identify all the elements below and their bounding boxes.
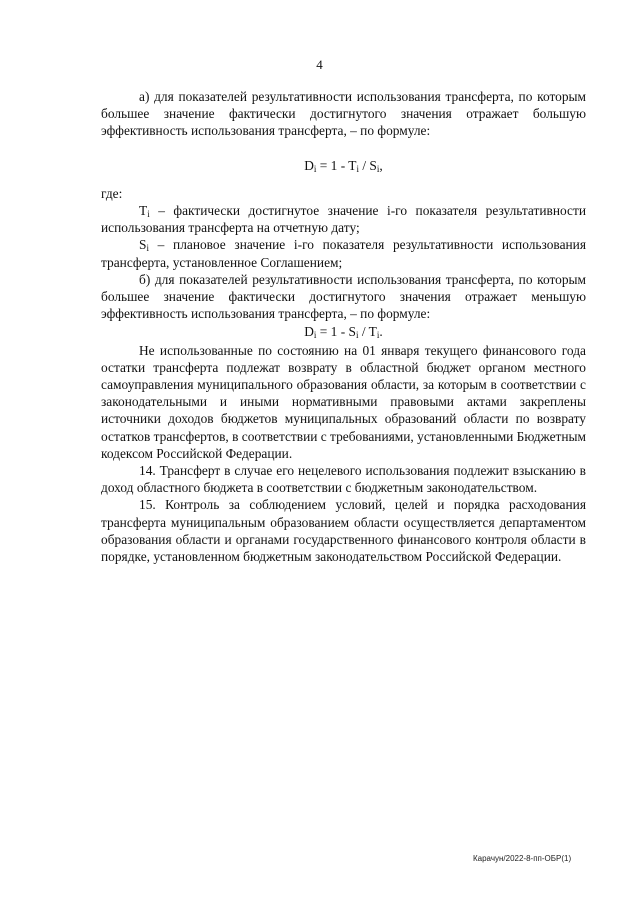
formula-2-eq: = 1 - S [316,324,356,340]
formula-1-sub-1: i [313,163,317,174]
formula-1-sub-2: i [356,163,359,174]
definition-s-symbol: S [139,237,147,253]
formula-2-d: D [304,324,314,340]
formula-1-sub-3: i [376,163,380,174]
formula-2-sub-1: i [313,330,317,341]
definition-s-text: – плановое значение i-го показателя результативности использования трансферта, установленное Соглашением; [101,237,586,270]
paragraph-remaining-funds: Не использованные по состоянию на 01 января текущего финансового года остатки трансферта подлежат возврату в областной бюджет органом местного самоуправления муниципального образования области, за которым в соответствии с законодательными и иными нормативными правовыми актами закреплены источники доходов бюджетов муниципальных образований области по возврату остатков трансфертов, в соответствии с требованиями, установленными Бюджетным кодексом Российской Федерации. [101,342,587,461]
formula-2-tail: . [379,324,383,340]
paragraph-a: а) для показателей результативности использования трансферта, по которым большее значение фактически достигнутого значения отражает большую эффективность использования трансферта, – по формуле: [101,89,586,139]
formula-1-d: D [304,157,314,173]
formula-2-slash: / T [358,324,377,340]
formula-1-tail: , [379,157,383,173]
footer-code: Карачун/2022-8-пп-ОБР(1) [473,854,572,863]
definition-t-symbol: T [139,203,148,219]
definition-s [101,236,586,270]
formula-1 [101,157,586,174]
formula-2 [101,323,586,340]
formula-2-sub-3: i [376,330,380,341]
definition-t-sub: i [147,209,150,220]
document-body [101,88,586,565]
definition-s-sub: i [146,243,149,254]
definition-t-text: – фактически достигнутое значение i-го показателя результативности использования трансферта на отчетную дату; [101,203,586,236]
page-number: 4 [316,57,323,72]
formula-1-slash: / S [359,157,377,173]
paragraph-15: 15. Контроль за соблюдением условий, целей и порядка расходования трансферта муниципальным образованием области осуществляется департаментом образования области и органами государственного финансового контроля области в порядке, установленном бюджетным законодательством Российской Федерации. [101,497,586,565]
where-label: где: [101,185,123,201]
definition-t [101,202,586,236]
paragraph-14: 14. Трансферт в случае его нецелевого использования подлежит взысканию в доход областного бюджета в соответствии с бюджетным законодательством. [101,463,586,496]
paragraph-b: б) для показателей результативности использования трансферта, по которым большее значение фактически достигнутого значения отражает меньшую эффективность использования трансферта, – по формуле: [101,271,586,322]
formula-2-sub-2: i [355,330,359,341]
formula-1-eq: = 1 - T [316,157,357,173]
